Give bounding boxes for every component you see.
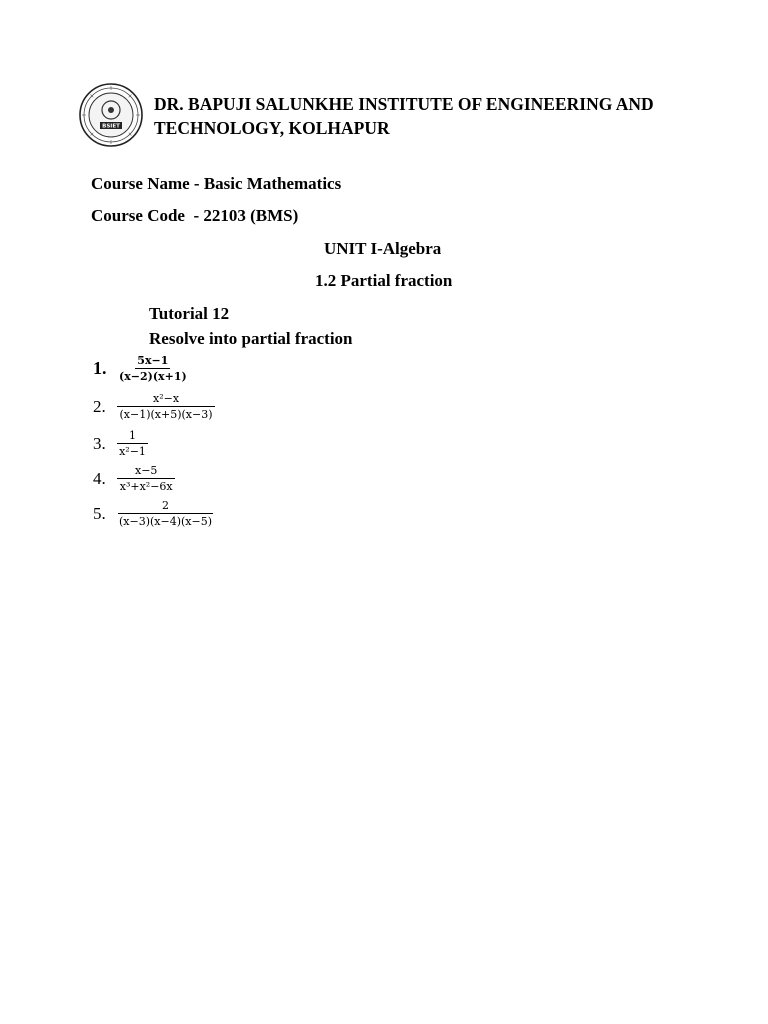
fraction-numerator: 2 (118, 499, 213, 514)
course-name: Course Name - Basic Mathematics (91, 174, 342, 193)
logo-text: BSIET (102, 123, 120, 130)
unit-title: UNIT I-Algebra (324, 239, 442, 258)
problem-item (93, 499, 214, 528)
problem-number: 5. (93, 503, 106, 523)
fraction (117, 429, 148, 458)
course-code: Course Code - 22103 (BMS) (91, 206, 299, 225)
problem-number: 2. (93, 396, 106, 416)
fraction-denominator: (x−1)(x+5)(x−3) (119, 408, 213, 421)
fraction-denominator: x³+x²−6x (119, 480, 173, 493)
tutorial-title: Tutorial 12 (149, 304, 230, 323)
problem-number: 3. (93, 433, 106, 453)
problem-item (93, 354, 189, 383)
institute-logo (78, 82, 144, 148)
problem-number: 4. (93, 468, 106, 488)
problem-item (93, 429, 148, 458)
fraction (117, 464, 175, 493)
institution-line-2: TECHNOLOGY, KOLHAPUR (154, 118, 390, 138)
fraction-numerator: 1 (117, 429, 148, 444)
problem-number: 1. (93, 358, 107, 378)
fraction (117, 392, 215, 421)
fraction-denominator: (x−2)(x+1) (119, 370, 187, 383)
institution-name (154, 92, 654, 140)
fraction-denominator: (x−3)(x−4)(x−5) (119, 515, 213, 528)
fraction-denominator: x²−1 (119, 445, 146, 458)
instruction-text: Resolve into partial fraction (149, 329, 353, 348)
institution-line-1: DR. BAPUJI SALUNKHE INSTITUTE OF ENGINEERING AND (154, 94, 654, 114)
problem-item (93, 464, 175, 493)
problem-item (93, 392, 215, 421)
fraction (117, 354, 189, 383)
fraction-numerator: x−5 (117, 464, 175, 479)
section-title: 1.2 Partial fraction (315, 271, 453, 290)
fraction-numerator: 5x−1 (137, 354, 169, 367)
fraction (117, 499, 214, 528)
fraction-numerator: x²−x (117, 392, 215, 407)
